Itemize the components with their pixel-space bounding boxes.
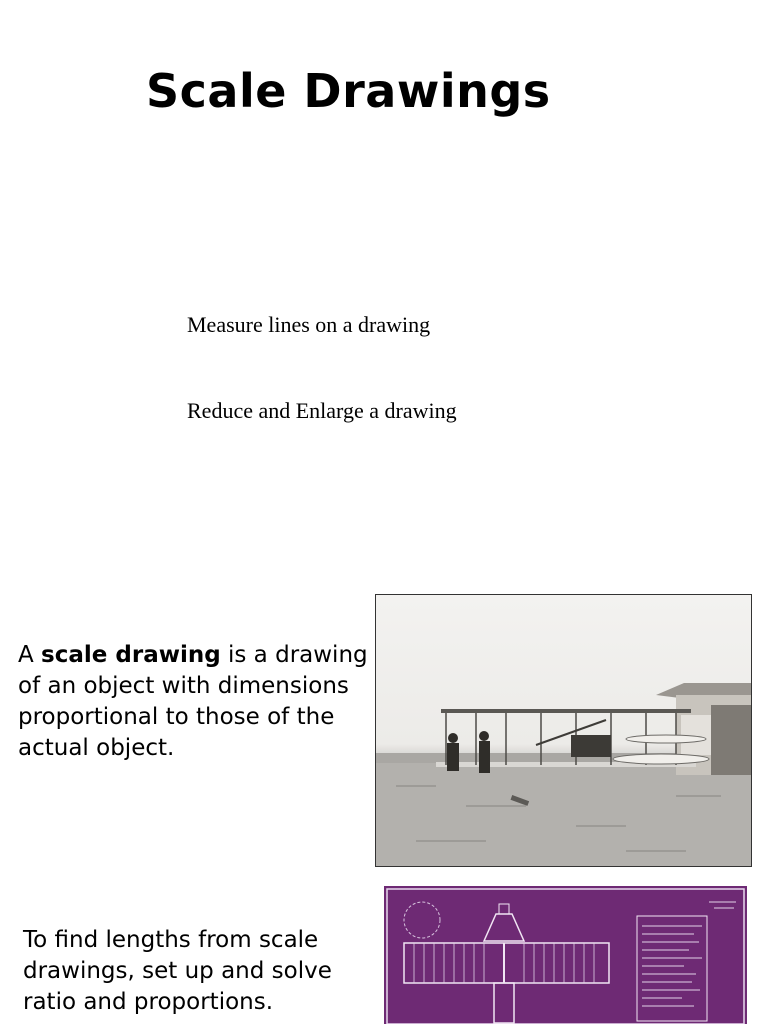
definition-suffix: is a drawing of an object with dimensions proportional to those of the actual object. — [18, 642, 368, 761]
definition-paragraph — [18, 640, 378, 764]
wright-flyer-photo — [375, 594, 752, 867]
airplane-blueprint — [384, 886, 747, 1024]
blueprint-drawing — [384, 886, 747, 1024]
wright-flyer-illustration — [376, 595, 751, 866]
objective-measure: Measure lines on a drawing — [187, 312, 431, 337]
instruction-paragraph: To find lengths from scale drawings, set up and solve ratio and proportions. — [23, 927, 332, 1015]
definition-prefix: A — [18, 642, 42, 668]
page-title: Scale Drawings — [146, 64, 551, 118]
definition-term: scale drawing — [41, 642, 221, 668]
objective-reduce-enlarge: Reduce and Enlarge a drawing — [187, 398, 457, 423]
